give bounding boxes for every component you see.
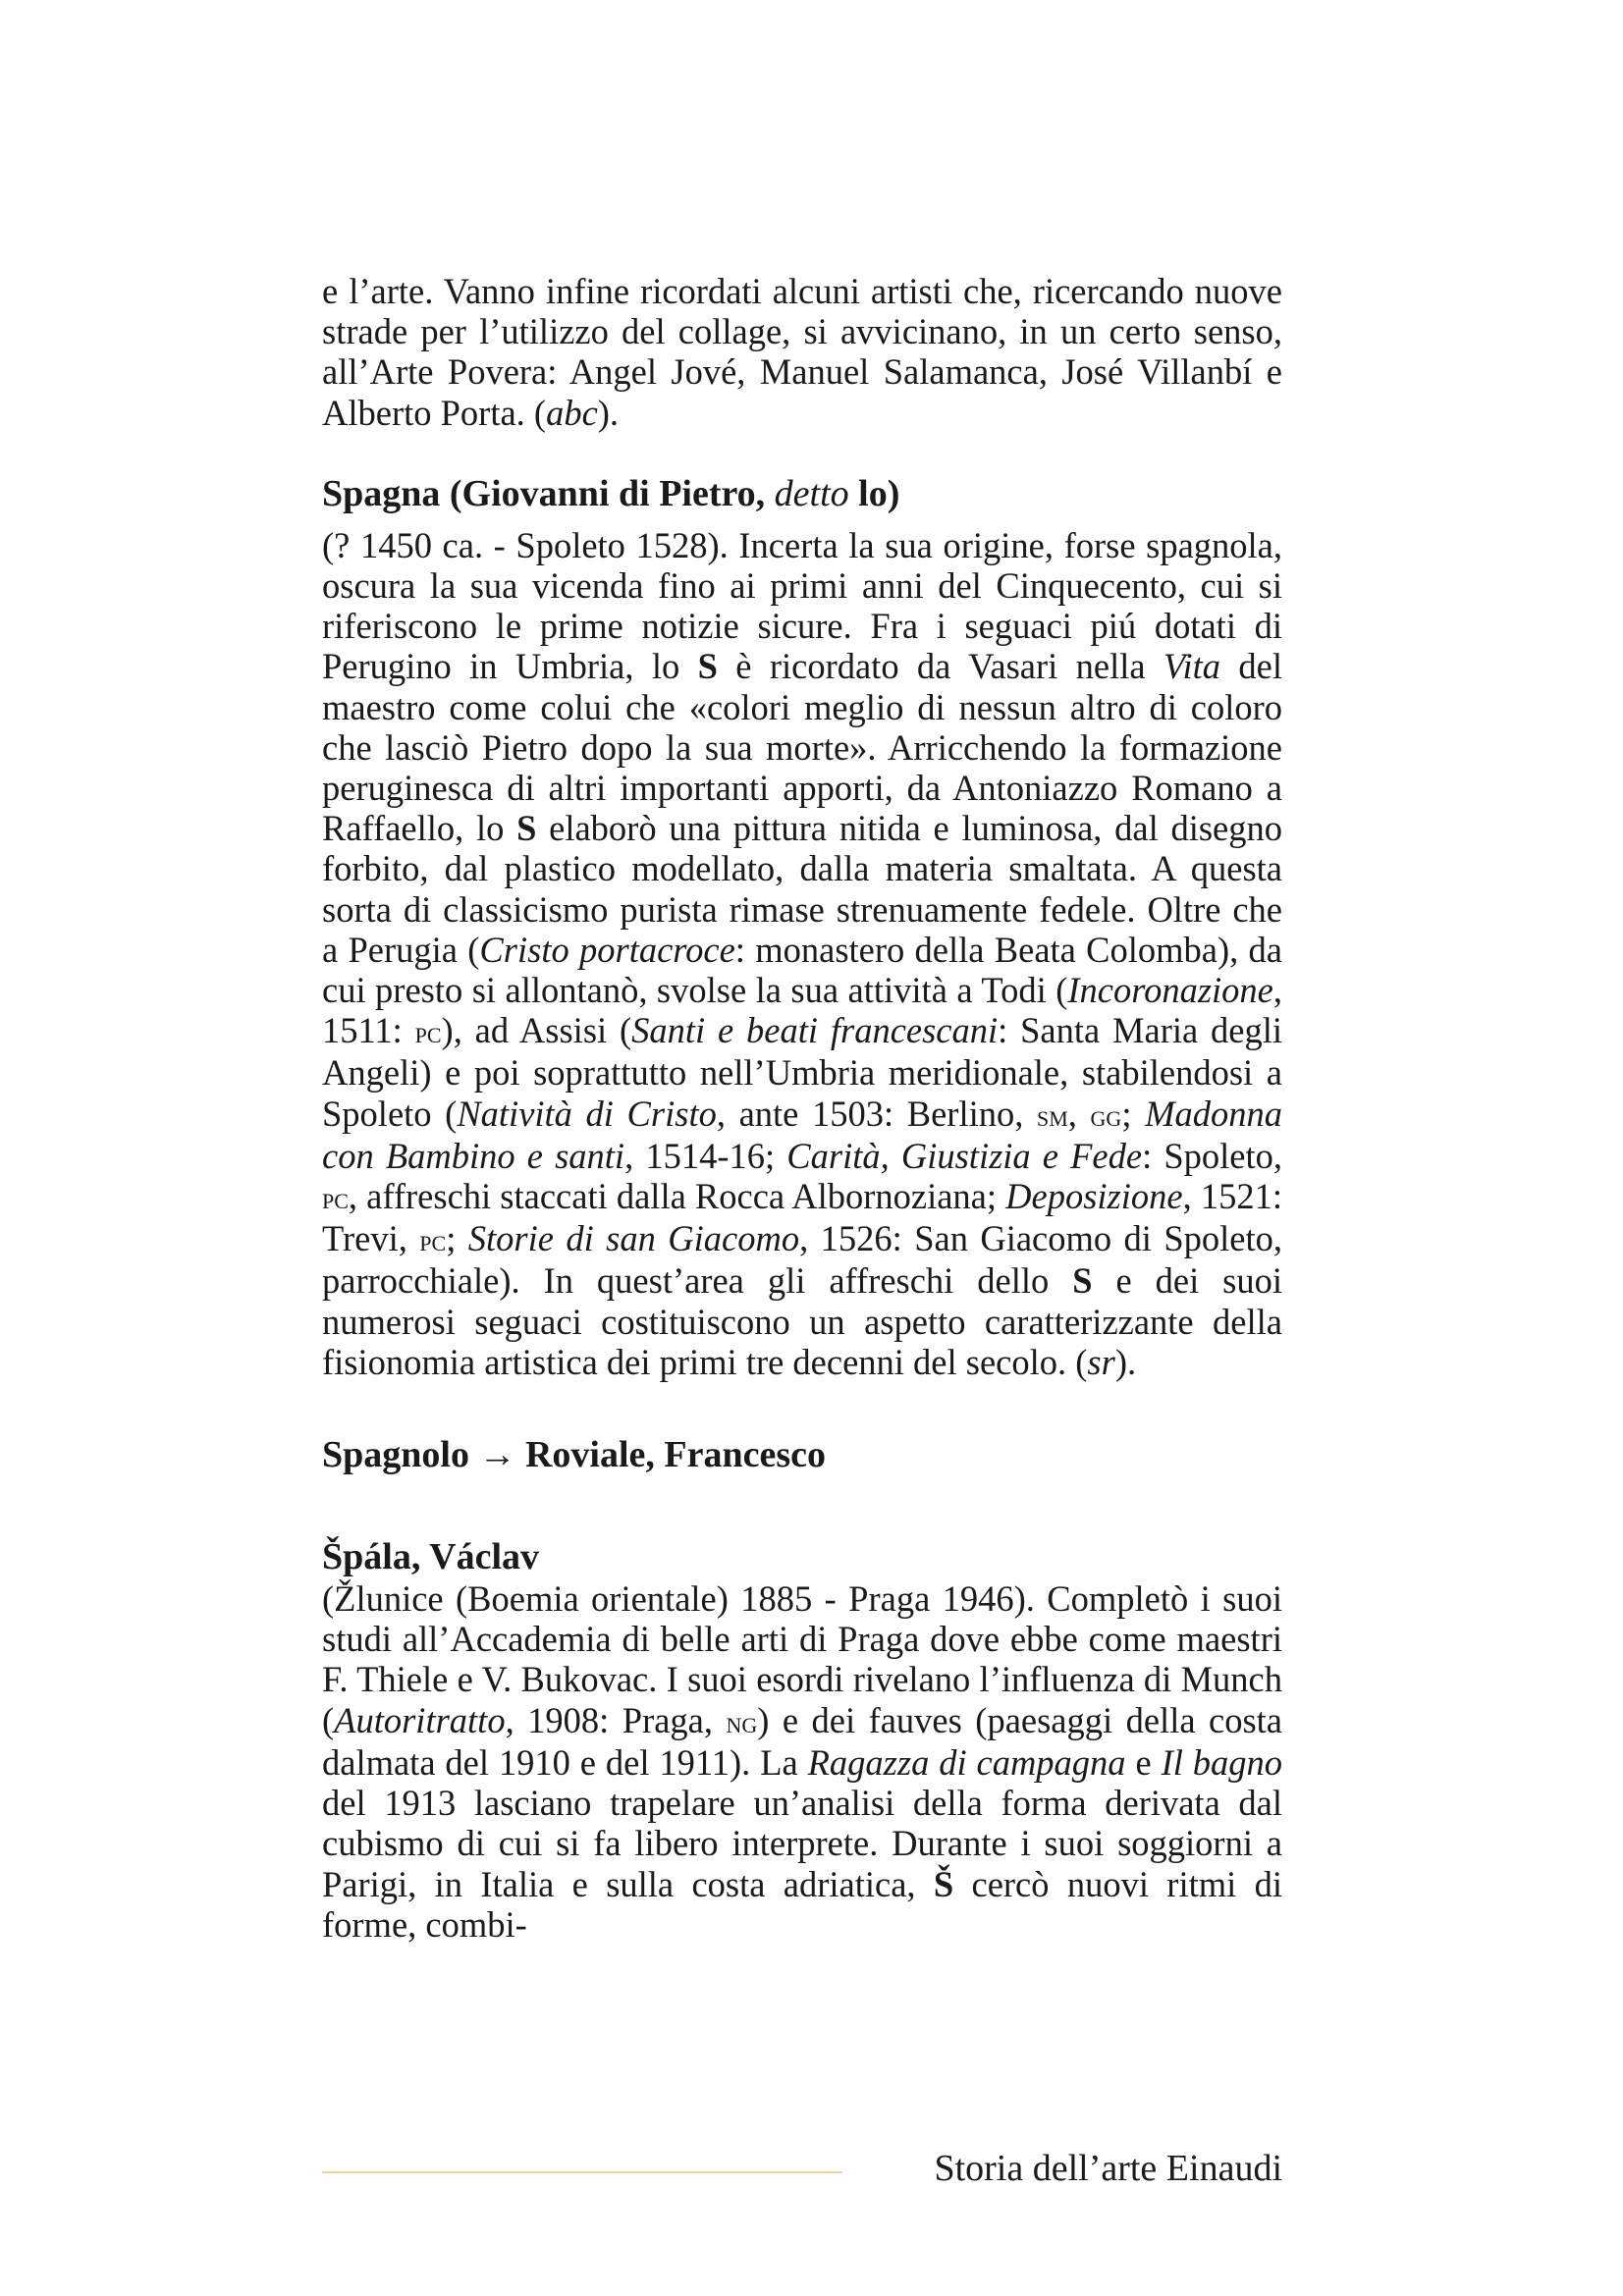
text-run: e xyxy=(1125,1741,1162,1783)
work-title: Storie di san Giacomo xyxy=(467,1218,800,1259)
entry-title-spala: Špála, Václav xyxy=(322,1536,540,1578)
work-title: Autoritratto xyxy=(334,1699,506,1740)
title-text: lo) xyxy=(848,472,900,514)
intro-paragraph xyxy=(322,271,1282,433)
work-title: Natività di Cristo xyxy=(457,1093,717,1134)
text-run: e l’arte. Vanno infine ricordati alcuni artisti che, ricercando nuove strade per l’utilizzo del collage, si avvicinano, in un certo senso, all’Arte Povera: Angel Jové, Manuel Salamanca, José Villanbí e Alberto Porta. ( xyxy=(322,271,1282,433)
text-run: , ante 1503: Berlino, xyxy=(716,1093,1037,1134)
text-run: : Spoleto, xyxy=(1142,1135,1283,1176)
entry-abbrev: Š xyxy=(933,1863,954,1904)
text-run: , 1526: San Giacomo di Spoleto, parrocchiale). In quest’area gli affreschi dello xyxy=(322,1218,1283,1302)
work-title: Deposizione xyxy=(1005,1176,1183,1217)
museum-abbrev: gg xyxy=(1090,1096,1122,1133)
text-run: ; xyxy=(446,1218,468,1259)
text-run: elaborò una pittura nitida e luminosa, dal disegno forbito, dal plastico modellato, dalla materia smaltata. A questa sorta di classicismo purista rimase strenuamente fedele. Oltre che a Perugia ( xyxy=(322,808,1282,970)
footer-rule xyxy=(322,2171,842,2173)
title-italic: detto xyxy=(774,472,849,514)
entry-abbrev: S xyxy=(1072,1260,1093,1302)
text-run: (? 1450 ca. - Spoleto 1528). Incerta la sua origine, forse spagnola, oscura la sua vicenda fino ai primi anni del Cinquecento, cui si riferiscono le prime notizie sicure. Fra i seguaci piú dotati di Perugino in Umbria, lo xyxy=(322,524,1282,687)
text-run: ) e dei fauves (paesaggi della costa dalmata del 1910 e del 1911). La xyxy=(322,1699,1282,1783)
museum-abbrev: pc xyxy=(322,1180,349,1216)
text-run: ). xyxy=(597,392,620,433)
work-title: Santi e beati francescani xyxy=(631,1010,999,1051)
text-run: , affreschi staccati dalla Rocca Albornoziana; xyxy=(348,1176,1006,1217)
entry-title-spagnolo xyxy=(322,1433,1282,1476)
text-run: , xyxy=(1067,1093,1091,1134)
text-run: , 1521: Trevi, xyxy=(322,1176,1282,1259)
cross-reference-target: Roviale, Francesco xyxy=(524,1434,826,1476)
work-title: Vita xyxy=(1163,646,1221,687)
text-run: del maestro come colui che «colori meglio di nessun altro di coloro che lasciò Pietro dopo la sua morte». Arricchendo la formazione peruginesca di altri importanti apporti, da Antoniazzo Romano a Raffaello, lo xyxy=(322,646,1282,849)
museum-abbrev: pc xyxy=(419,1222,447,1258)
entry-abbrev: S xyxy=(697,646,718,687)
work-title: Incoronazione xyxy=(1067,970,1273,1011)
text-run: (Žlunice (Boemia orientale) 1885 - Praga 1946). Completò i suoi studi all’Accademia di belle arti di Praga dove ebbe come maestri F. Thiele e V. Bukovac. I suoi esordi rivelano l’influenza di Munch ( xyxy=(322,1578,1282,1740)
museum-abbrev: ng xyxy=(726,1703,758,1739)
entry-body-spala xyxy=(322,1578,1282,1945)
text-run: è ricordato da Vasari nella xyxy=(717,646,1163,687)
entry-abbrev: S xyxy=(516,808,537,849)
text-run: e dei suoi numerosi seguaci costituiscono un aspetto caratterizzante della fisionomia artistica dei primi tre decenni del secolo. ( xyxy=(322,1260,1283,1382)
museum-abbrev: sm xyxy=(1037,1096,1068,1133)
text-run: cercò nuovi ritmi di forme, combi- xyxy=(322,1863,1282,1945)
text-run: ; xyxy=(1121,1093,1146,1134)
museum-abbrev: pc xyxy=(414,1014,442,1050)
text-run: ), ad Assisi ( xyxy=(441,1010,632,1051)
title-text: Spagna (Giovanni di Pietro, xyxy=(322,472,775,514)
entry-body-spagna xyxy=(322,525,1282,1382)
author-initials: sr xyxy=(1087,1341,1115,1382)
text-run: , 1511: xyxy=(322,970,1282,1051)
text-run: del 1913 lasciano trapelare un’analisi della forma derivata dal cubismo di cui si fa libero interprete. Durante i suoi soggiorni a Parigi, in Italia e sulla costa adriatica, xyxy=(322,1783,1282,1904)
text-run: ). xyxy=(1114,1341,1137,1382)
text-run: , 1908: Praga, xyxy=(505,1699,727,1740)
title-text: Spagnolo xyxy=(322,1434,469,1476)
text-run: : monastero della Beata Colomba), da cui presto si allontanò, svolse la sua attività a Todi ( xyxy=(322,929,1282,1011)
footer-publication-title: Storia dell’arte Einaudi xyxy=(934,2148,1282,2189)
cross-reference-arrow-icon: → xyxy=(478,1434,516,1476)
work-title: Il bagno xyxy=(1161,1741,1283,1783)
text-run: , 1514-16; xyxy=(624,1135,787,1176)
page-content xyxy=(322,271,1282,1945)
work-title: Madonna con Bambino e santi xyxy=(322,1093,1282,1176)
work-title: Carità, Giustizia e Fede xyxy=(786,1135,1143,1176)
author-initials: abc xyxy=(546,392,598,433)
text-run: : Santa Maria degli Angeli) e poi soprattutto nell’Umbria meridionale, stabilendosi a Spoleto ( xyxy=(322,1010,1283,1134)
page-footer xyxy=(322,2144,1282,2193)
work-title: Ragazza di campagna xyxy=(807,1741,1126,1783)
entry-title-spagna xyxy=(322,472,1282,515)
work-title: Cristo portacroce xyxy=(479,929,735,970)
